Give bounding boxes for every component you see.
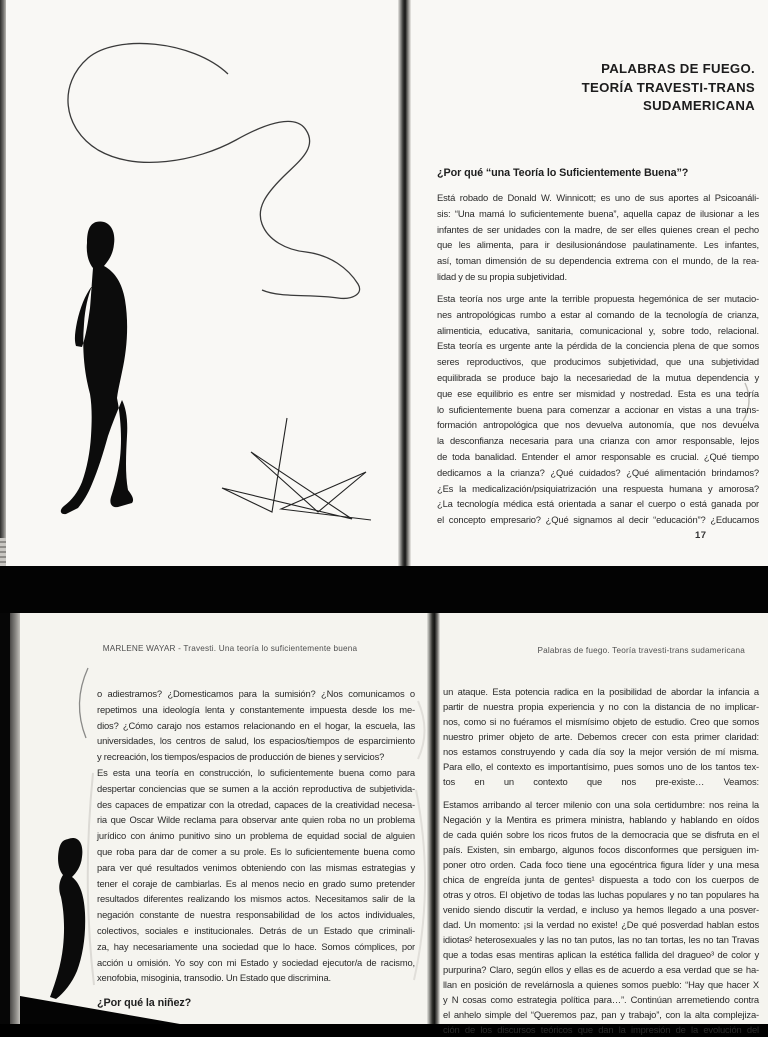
paragraph-1: o adiestramos? ¿Domesticamos para la sumisión? ¿Nos comunicamos o repetimos una ideología lenta y constantemente impuesta desde los me- dios? ¿Cómo carajo nos estamos relacionando en el hogar, la escuela, las universidades, los centros de salud, los espacios/tiempos de esparcimiento y recreación, los tiempos/espacios de producción de bienes y servicios? bbox=[97, 688, 415, 763]
running-header-right: Palabras de fuego. Teoría travesti-trans sudamericana bbox=[537, 646, 745, 655]
bottom-spread-left-page-edge bbox=[10, 613, 20, 1024]
paragraph-2: Esta teoría nos urge ante la terrible propuesta hegemónica de ser mutacio- nes antropológicas rumbo a estar al comando de la tecnología de crianza, alimenticia, educativa, sanitaria, comunicacional y, sobre todo, relacional. Esta teoría es urgente ante la pérdida de la conciencia plena de que somos seres reproductivos, que producimos subjetividad, que una subjetividad equilibrada se produce bajo la necesariedad de la mutua dependencia y que ese equilibrio es entre ser mismidad y nostredad. Esta es una teoría lo suficientemente buena para comenzar a accionar en vistas a una trans- formación antropológica que nos devuelva autonomía, que nos devuelva la desconfianza necesaria para una crianza con amor responsable, lejos de toda banalidad. Entender el amor responsable es crucial. ¿Qué tiempo dedicamos a la crianza? ¿Qué cuidados? ¿Qué alimentación brindamos? ¿Es la medicalización/psiquiatrización una respuesta humana y amorosa? ¿La tecnología médica está orientada a sanar el cuerpo o está ganada por el concepto empresario? ¿Qué signamos al decir “educación”? ¿Educamos bbox=[437, 293, 759, 526]
illustration-canvas bbox=[6, 0, 398, 566]
scan-divider-band bbox=[0, 566, 768, 613]
top-left-page bbox=[6, 0, 398, 566]
bottom-spread-gutter-shadow bbox=[427, 613, 440, 1024]
top-spread-gutter-shadow bbox=[398, 0, 411, 566]
walking-person-silhouette bbox=[61, 222, 133, 515]
section-heading: ¿Por qué la niñez? bbox=[97, 997, 192, 1009]
faint-bracket-left bbox=[88, 773, 94, 985]
faint-bracket-right bbox=[414, 701, 425, 980]
section-heading: ¿Por qué “una Teoría lo Suficientemente Buena”? bbox=[437, 167, 689, 179]
chapter-title: PALABRAS DE FUEGO. TEORÍA TRAVESTI-TRANS SUDAMERICANA bbox=[581, 61, 755, 113]
paragraph-2: Estamos arribando al tercer milenio con una sola certidumbre: nos reina la Negación y la Mentira es primera ministra, hablando y hablando en oídos de cada quién sobre los ricos frutos de la democracia que se disfruta en el país. Existen, sin embargo, algunos focos disconformes que persiguen im- poner otro orden. Cada foco tiene una egocéntrica figura líder y una mesa chica de engreída junta de gentes¹ dispuesta a todo con los cuerpos de otras y otros. El objetivo de todas las luchas populares y no tan populares ha venido siendo discutir la verdad, e incluso ya hemos llegado a una posver- dad. Un momento: ¡si la verdad no existe! ¿De qué posverdad hablan estos idiotas² heterosexuales y las no tan putos, las no tan tortas, les no tan Travas que a todas esas mentiras aplican la estética fallida del dragueo³ de color y purpurina? Claro, según ellos y ellas es de acuerdo a esa verdad que se ha- llan en posición de revelárnosla a quienes somos pueblo: “Hay que hacer X y N cosas como estrategia política para…”. Continúan arremetiendo contra el anhelo simple del “Queremos paz, pan y trabajo”, con la alta complejiza- ción de los discursos teóricos que dan la impresión de la evolución del bbox=[443, 799, 759, 1035]
bottom-left-page bbox=[20, 613, 427, 1024]
top-right-page bbox=[411, 0, 768, 566]
page-number: 17 bbox=[695, 530, 707, 541]
partial-person-silhouette bbox=[50, 838, 85, 999]
running-header-left: MARLENE WAYAR - Travesti. Una teoría lo suficientemente buena bbox=[102, 644, 358, 653]
paragraph-1: un ataque. Esta potencia radica en la posibilidad de abordar la infancia a partir de nuestra propia experiencia y no con la distancia de no implicar- nos, como si no fuéramos el mismísimo objeto de estudio. Creo que somos nuestro primer objeto de arte. Debemos crecer con esta primer claridad: nos estamos construyendo y cada día soy la mejor versión de mí misma. Para ello, el contexto es importantísimo, pues somos uno de los tantos tex- tos en un contexto que nos pre-existe… Veamos: bbox=[443, 686, 759, 787]
paragraph-1: Está robado de Donald W. Winnicott; es uno de sus aportes al Psicoanáli- sis: “Una mamá lo suficientemente buena”, aquella capaz de ilusionar a les infantes de ser unidades con la madre, de ser elles quienes crean el pecho que les alimenta, para ir desilusionándose paulatinamente. Les infantes, así, toman dimensión de su dependencia extrema con el mundo, de la rea- lidad y de su propia subjetividad. bbox=[437, 192, 759, 282]
bottom-right-page bbox=[440, 613, 768, 1035]
looping-ink-curve bbox=[68, 43, 360, 298]
arc-mark bbox=[79, 668, 88, 738]
paragraph-2: Es esta una teoría en construcción, lo suficientemente buena como para despertar conciencias que se sumen a la acción reproductiva de subjetivida- des capaces de empatizar con la otredad, capaces de la creatividad necesa- ria que Oscar Wilde reclama para observar ante quien roba no un problema jurídico con ánimo punitivo sino un problema de equidad social de alguien que roba para dar de comer a su prole. Es lo suficientemente buena como para ver qué resultados venimos obteniendo con las mismas estrategias y tener el coraje de cambiarlas. Es al menos necio en grado sumo pretender resultados diferentes realizando los mismos actos. Necesitamos salir de la negación constante de nuestra responsabilidad de los actos individuales, colectivos, sociales e institucionales. Detrás de un Estado que criminali- za, hay necesariamente una sociedad que lo hace. Somos cómplices, por acción u omisión. Yo soy con mi Estado y sociedad ejecutor/a de racismo, xenofobia, misoginia, transodio. Un Estado que discrimina. bbox=[97, 767, 415, 984]
star-scribble-lines bbox=[222, 418, 371, 520]
